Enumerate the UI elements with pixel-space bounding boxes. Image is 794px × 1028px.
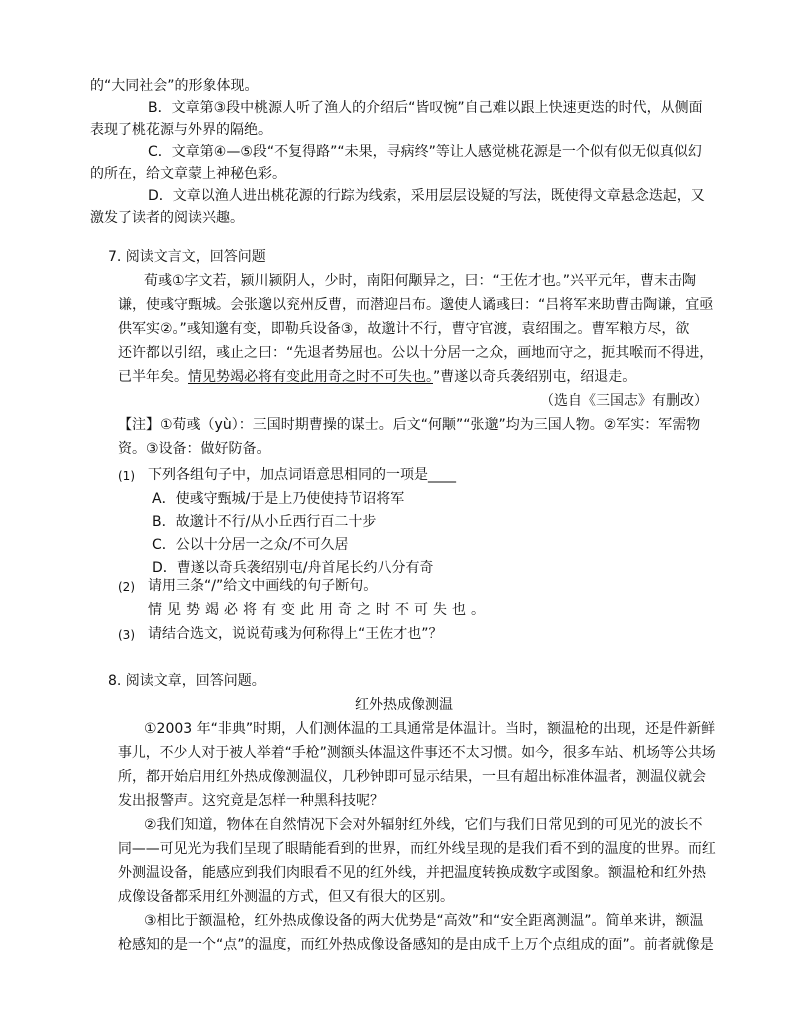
sentence-to-punctuate: 情见势竭必将有变此用奇之时不可失也。 (148, 602, 490, 618)
underlined-sentence: 情见势竭必将有变此用奇之时不可失也。 (188, 369, 433, 385)
subquestion-2-number: (2) (118, 580, 135, 594)
article-p3-line-1: ③相比于额温枪，红外热成像设备的两大优势是“高效”和“安全距离测温”。简单来讲，额温 (144, 913, 704, 929)
option-c-line-2: 的所在，给文章蒙上神秘色彩。 (90, 166, 286, 182)
option-b-line-1: B．文章第③段中桃源人听了渔人的介绍后“皆叹惋”自己难以跟上快速更迭的时代，从侧面 (148, 100, 703, 116)
option-c: C．公以十分居一之众/不可久居 (152, 537, 349, 553)
question-8-heading: 8. 阅读文章，回答问题。 (108, 673, 266, 689)
article-p1-line-1: ①2003 年“非典”时期，人们测体温的工具通常是体温计。当时，额温枪的出现，还是件新鲜 (144, 721, 716, 737)
option-continuation-line: 的“大同社会”的形象体现。 (90, 78, 259, 94)
article-p3-line-2: 枪感知的是一个“点”的温度，而红外热成像设备感知的是由成千上万个点组成的面”。前者就像是 (118, 937, 714, 953)
passage-text: 已半年矣。 (118, 369, 188, 385)
article-p2-line-3: 外测温设备，能感应到我们肉眼看不见的红外线，并把温度转换成数字或图象。额温枪和红外热 (118, 865, 706, 881)
option-a: A．使彧守甄城/于是上乃使使持节诏将军 (152, 491, 405, 507)
subquestion-1-text: 下列各组句子中，加点词语意思相同的一项是____ (148, 467, 456, 483)
article-p2-line-4: 成像设备都采用红外测温的方式，但又有很大的区别。 (118, 889, 454, 905)
passage-source: （选自《三国志》有删改） (540, 393, 708, 409)
annotation-line-2: 资。③设备：做好防备。 (118, 441, 271, 457)
question-7-heading: 7. 阅读文言文，回答问题 (108, 249, 266, 265)
article-p2-line-1: ②我们知道，物体在自然情况下会对外辐射红外线，它们与我们日常见到的可见光的波长不 (144, 817, 703, 833)
option-b-line-2: 表现了桃花源与外界的隔绝。 (90, 122, 272, 138)
subquestion-3-text: 请结合选文，说说荀彧为何称得上“王佐才也”？ (148, 626, 443, 642)
annotation-line-1: 【注】①荀彧（yù）：三国时期曹操的谋士。后文“何颙”“张邈”均为三国人物。②军实：军需物 (118, 417, 701, 433)
option-b: B．故邈计不行/从小丘西行百二十步 (152, 514, 377, 530)
option-d-line-1: D．文章以渔人进出桃花源的行踪为线索，采用层层设疑的写法，既使得文章悬念迭起，又 (148, 188, 705, 204)
article-p1-line-4: 发出报警声。这究竟是怎样一种黑科技呢？ (118, 793, 384, 809)
option-d-line-2: 激发了读者的阅读兴趣。 (90, 210, 244, 226)
article-p2-line-2: 同——可见光为我们呈现了眼睛能看到的世界，而红外线呈现的是我们看不到的温度的世界。而红 (118, 841, 716, 857)
article-title: 红外热成像测温 (355, 697, 453, 713)
subquestion-1-number: (1) (118, 469, 135, 483)
passage-line-2: 谦，使彧守甄城。会张邈以兖州反曹，而潜迎吕布。邈使人谲彧曰：“吕将军来助曹击陶谦，宜亟 (118, 297, 714, 313)
passage-line-3: 供军实②。”彧知邈有变，即勒兵设备③，故邈计不行，曹守官渡，袁绍围之。曹军粮方尽，欲 (118, 321, 690, 337)
passage-text: ”曹遂以奇兵袭绍别屯，绍退走。 (433, 369, 637, 385)
subquestion-3-number: (3) (118, 628, 135, 642)
article-p1-line-3: 所，都开始启用红外热成像测温仪，几秒钟即可显示结果，一旦有超出标准体温者，测温仪就会 (118, 769, 706, 785)
passage-line-5 (118, 368, 636, 386)
subquestion-2-text: 请用三条“/”给文中画线的句子断句。 (148, 578, 378, 594)
option-d: D．曹遂以奇兵袭绍别屯/舟首尾长约八分有奇 (152, 560, 434, 576)
option-c-line-1: C．文章第④—⑤段“不复得路”“未果，寻病终”等让人感觉桃花源是一个似有似无似真似幻 (148, 144, 702, 160)
passage-line-4: 还许都以引绍，彧止之曰：“先退者势屈也。公以十分居一之众，画地而守之，扼其喉而不得进， (118, 345, 714, 361)
article-p1-line-2: 事儿，不少人对于被人举着“手枪”测额头体温这件事还不太习惯。如今，很多车站、机场等公共场 (118, 745, 716, 761)
passage-line-1: 荀彧①字文若，颍川颍阴人，少时，南阳何颙异之，曰：“王佐才也。”兴平元年，曹末击陶 (144, 273, 697, 289)
